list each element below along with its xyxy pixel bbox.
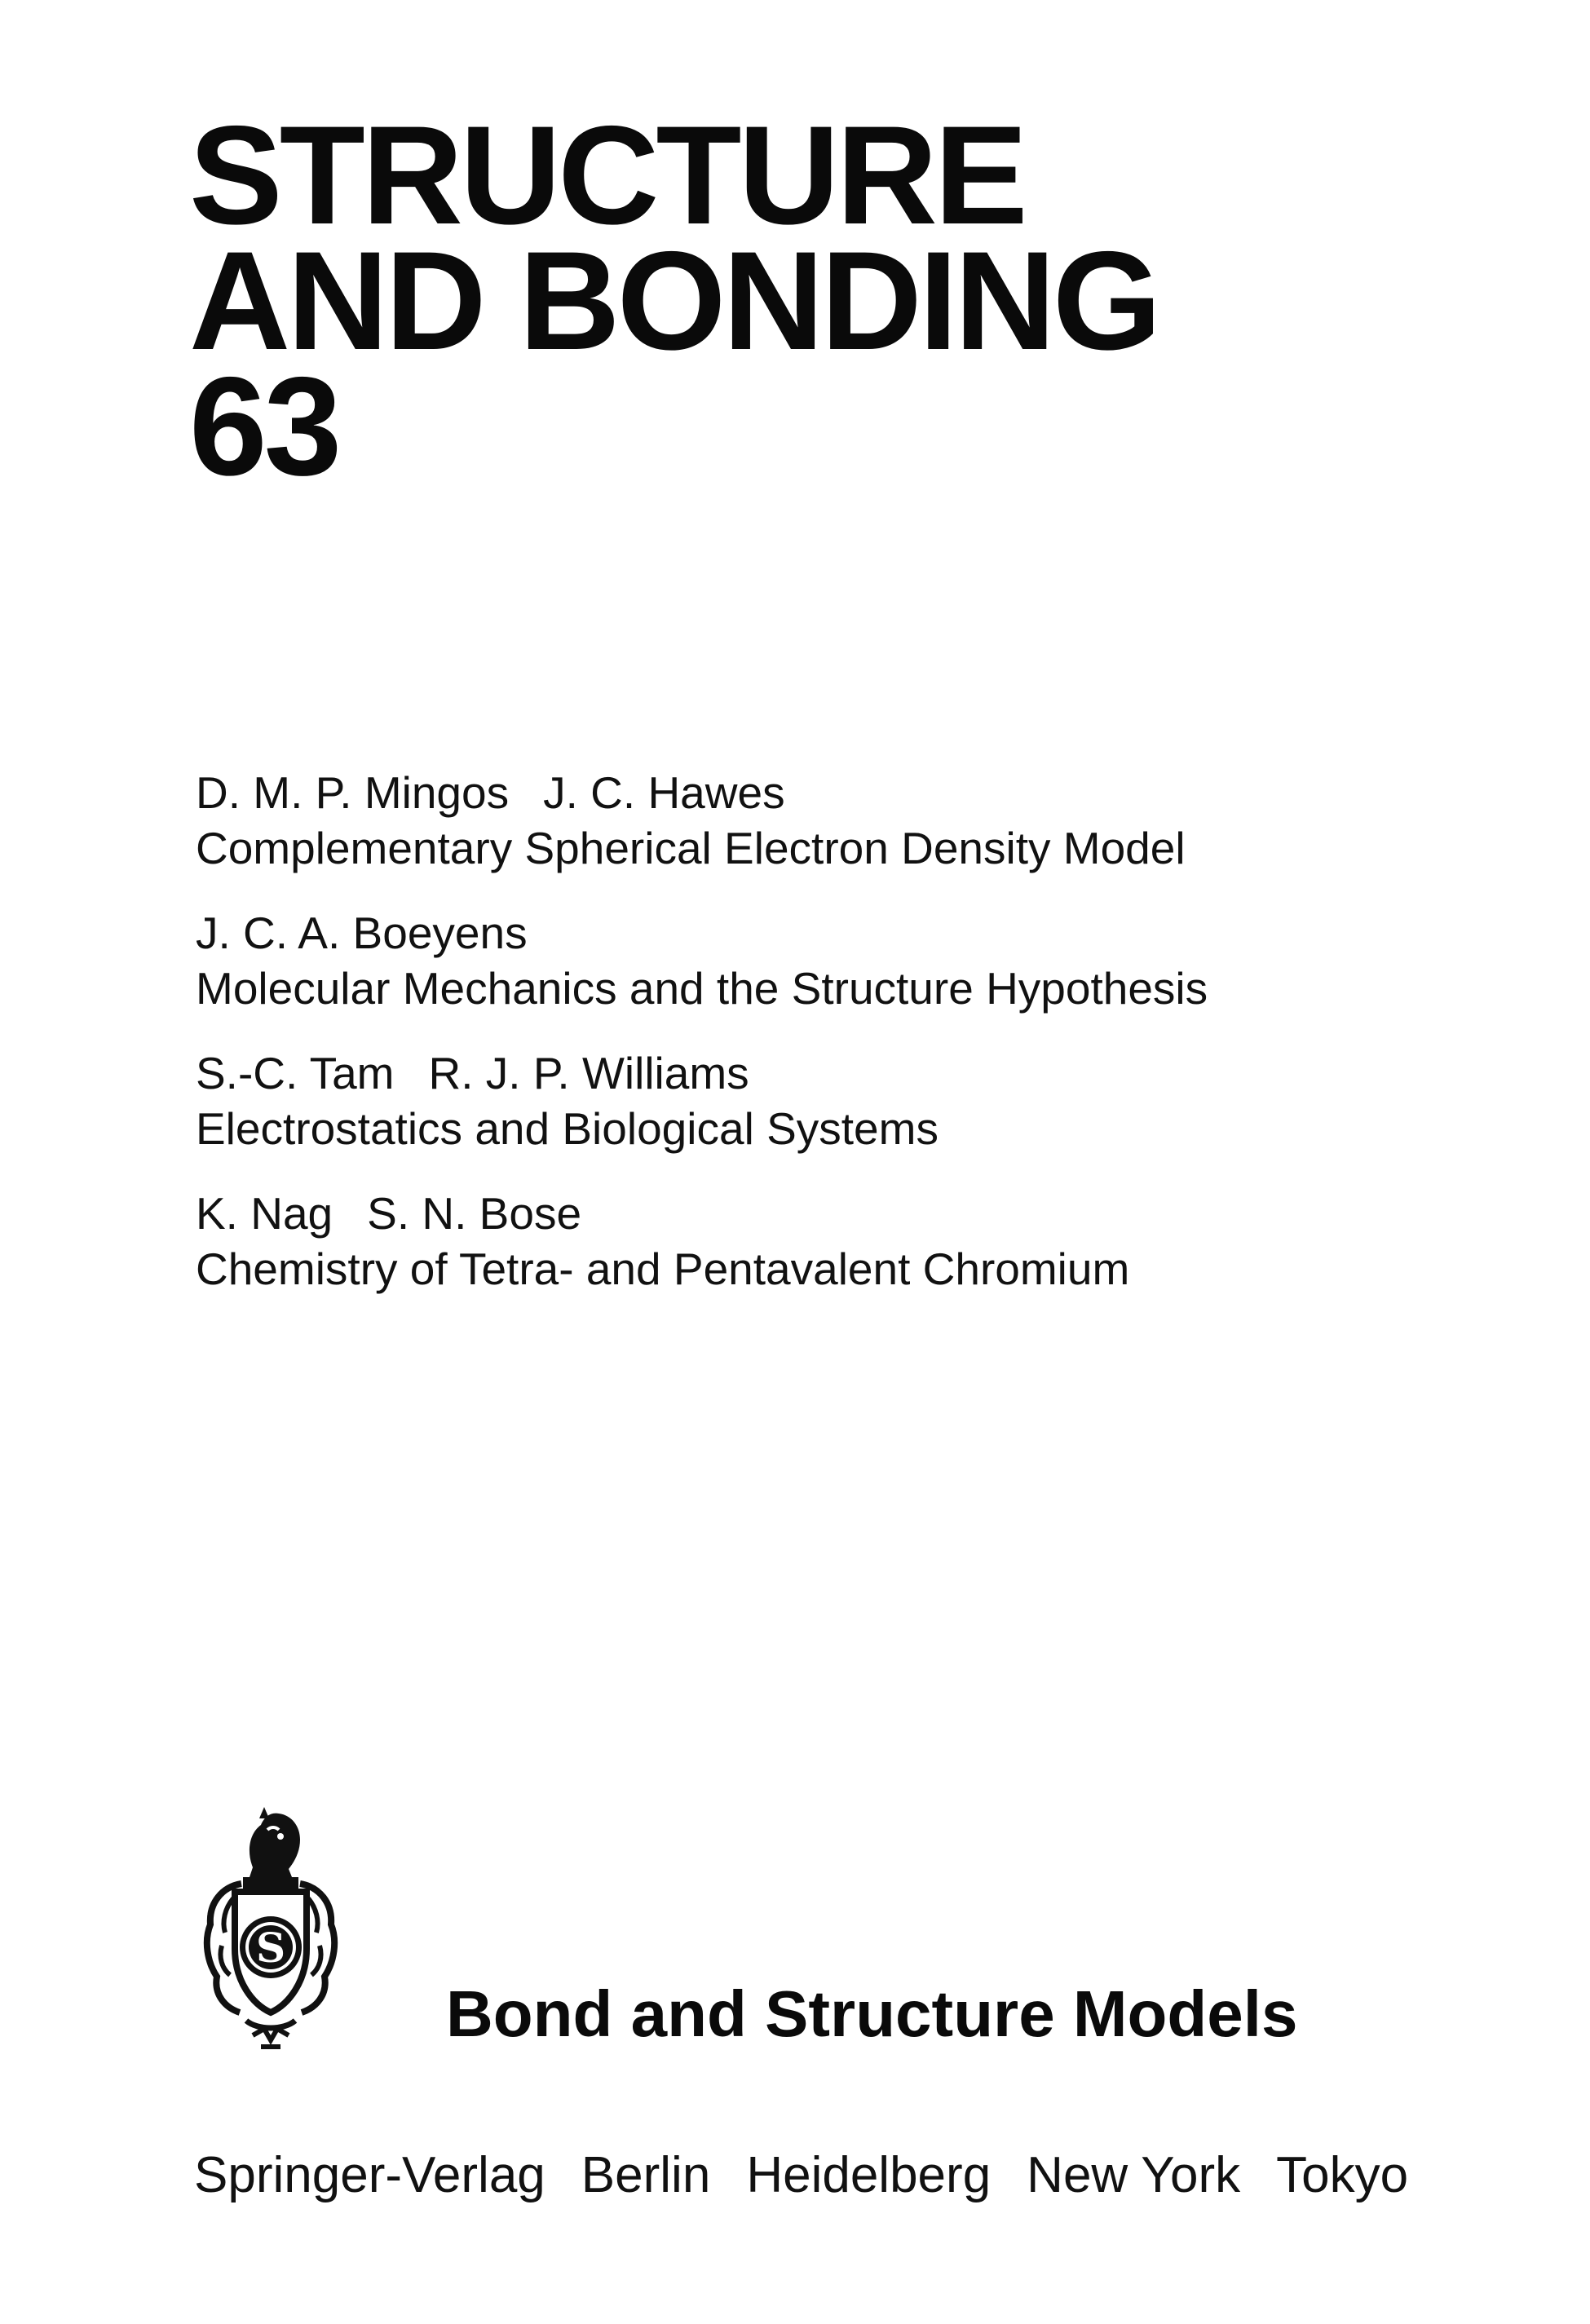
author: J. C. Hawes [543,767,785,818]
author: S.-C. Tam [196,1048,395,1098]
volume-title: Bond and Structure Models [446,1977,1298,2050]
contents-entry [196,905,1533,1016]
author: R. J. P. Williams [428,1048,749,1098]
series-title-line-1: STRUCTURE [189,97,1025,254]
springer-knight-logo-icon [189,1802,352,2063]
entry-title: Complementary Spherical Electron Density Model [196,823,1186,873]
contents-entry [196,1186,1533,1297]
series-title [189,97,1159,505]
author: J. C. A. Boeyens [196,908,528,958]
series-title-line-2: AND BONDING [189,223,1159,379]
entry-authors [196,1045,1533,1101]
author: D. M. P. Mingos [196,767,510,818]
contents-list [196,765,1533,1326]
logo-emblem-letter: S [255,1924,286,1972]
contents-entry [196,765,1533,876]
publisher-city: Berlin [581,2147,711,2203]
publisher-imprint [194,2145,1408,2207]
entry-title: Electrostatics and Biological Systems [196,1103,939,1154]
entry-authors [196,905,1533,961]
publisher-name: Springer-Verlag [194,2147,545,2203]
publisher-city: Heidelberg [746,2147,992,2203]
entry-authors [196,765,1533,820]
author: K. Nag [196,1188,333,1239]
series-volume-number: 63 [189,348,339,505]
contents-entry [196,1045,1533,1156]
author: S. N. Bose [367,1188,582,1239]
publisher-city: Tokyo [1276,2147,1409,2203]
entry-title: Chemistry of Tetra- and Pentavalent Chromium [196,1244,1130,1294]
publisher-city: New York [1027,2147,1241,2203]
entry-authors [196,1186,1533,1241]
entry-title: Molecular Mechanics and the Structure Hypothesis [196,963,1208,1014]
